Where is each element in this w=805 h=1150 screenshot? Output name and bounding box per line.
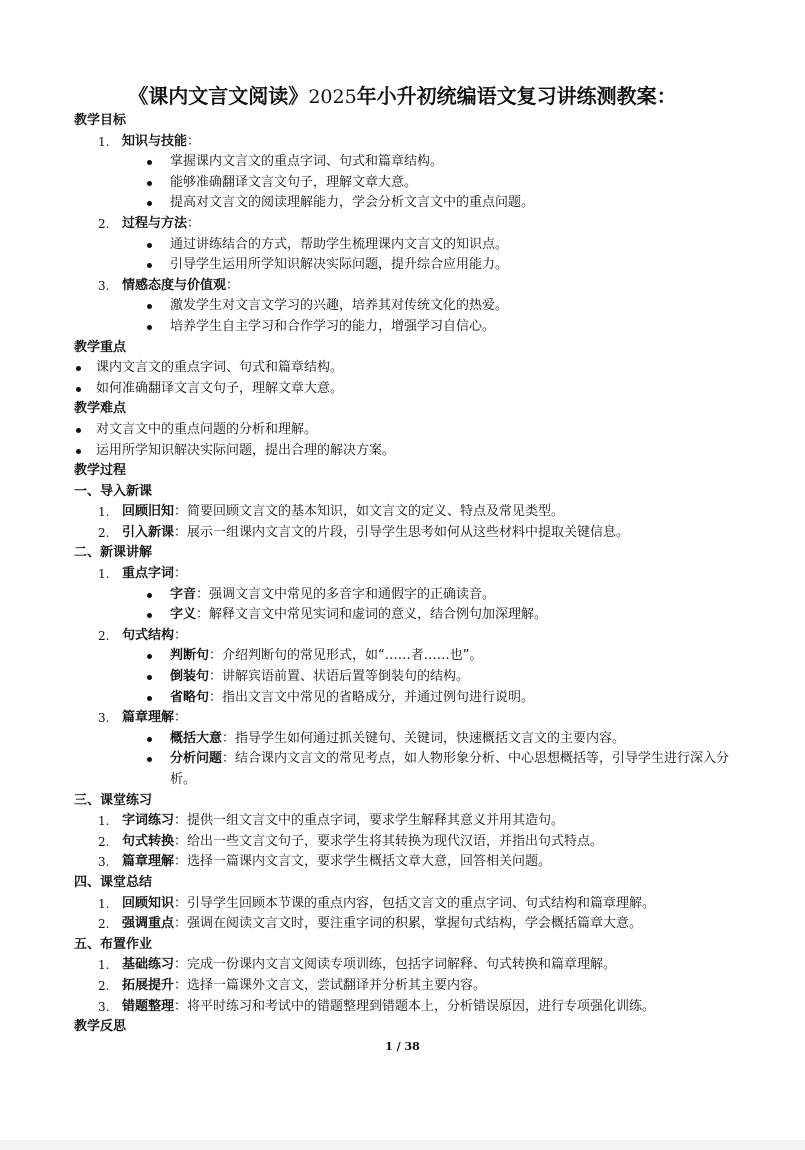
bullet-dot [76,366,81,371]
difficulty-bullet-1 [74,420,734,441]
part-heading-2: 二、新课讲解 [74,545,153,561]
item-number: 3. [98,999,110,1014]
bullet-text: ：讲解宾语前置、状语后置等倒装句的结构。 [209,669,470,685]
section-heading-goal: 教学目标 [74,113,127,128]
part2-item-3 [74,708,734,729]
bullet-dot [147,263,152,268]
bullet-dot [76,387,81,392]
item-label: 错题整理 [122,998,175,1014]
title-suffix: 年小升初统编语文复习讲练测教案： [356,84,677,108]
bullet-text: 提高对文言文的阅读理解能力，学会分析文言文中的重点问题。 [170,195,535,211]
item-number: 1. [98,814,110,829]
bullet-text: ：解释文言文中常见实词和虚词的意义，结合例句加深理解。 [196,607,548,623]
bullet-dot [147,696,152,701]
part2-2-bullet-3 [74,688,734,709]
bullet-text: ：指出文言文中常见的省略成分，并通过例句进行说明。 [209,689,535,705]
item-label: 句式转换 [122,833,175,849]
item-colon: ： [226,277,240,293]
bullet-text: 通过讲练结合的方式，帮助学生梳理课内文言文的知识点。 [170,236,509,252]
item-number: 1. [98,567,110,582]
part2-1-bullet-1 [74,585,734,606]
item-label: 过程与方法 [122,215,188,231]
item-colon: ： [187,215,201,231]
item-number: 3. [98,711,110,726]
item-label: 篇章理解 [122,854,175,870]
item-number: 2. [98,628,110,643]
part-heading-1: 一、导入新课 [74,483,153,499]
title-prefix: 《课内文言文阅读》 [128,84,309,108]
goal-item-2 [74,214,734,235]
bullet-dot [147,613,152,618]
item-number: 3. [98,855,110,870]
key-bullet-2 [74,379,734,400]
item-number: 2. [98,978,110,993]
bullet-text: 掌握课内文言文的重点字词、句式和篇章结构。 [170,154,444,170]
item-text: ：完成一份课内文言文阅读专项训练，包括字词解释、句式转换和篇章理解。 [174,957,617,973]
part1-item-1 [74,502,734,523]
bullet-dot [76,428,81,433]
item-label: 拓展提升 [122,977,175,993]
bullet-label: 分析问题 [170,751,223,767]
item-text: ：将平时练习和考试中的错题整理到错题本上，分析错误原因，进行专项强化训练。 [174,998,656,1014]
part2-2-bullet-2 [74,667,734,688]
goal-2-bullet-1 [74,235,734,256]
bullet-text: 课内文言文的重点字词、句式和篇章结构。 [96,360,344,376]
item-label: 知识与技能 [122,133,188,149]
item-number: 2. [98,917,110,932]
bullet-text: 能够准确翻译文言文句子，理解文章大意。 [170,174,418,190]
item-text: ：提供一组文言文中的重点字词，要求学生解释其意义并用其造句。 [174,813,565,829]
item-colon: ： [187,133,201,149]
part-heading-3: 三、课堂练习 [74,792,153,808]
bullet-label: 判断句 [170,648,210,664]
bullet-text: ：指导学生如何通过抓关键句、关键词，快速概括文言文的主要内容。 [222,730,626,746]
bullet-text: ：介绍判断句的常见形式，如“……者……也”。 [209,648,483,664]
bullet-label: 字音 [170,586,197,602]
item-text: ：给出一些文言文句子，要求学生将其转换为现代汉语，并指出句式特点。 [174,833,604,849]
item-label: 字词练习 [122,813,175,829]
item-number: 3. [98,278,110,293]
key-bullet-1 [74,358,734,379]
section-heading-process: 教学过程 [74,463,127,479]
part1-item-2 [74,523,734,544]
bullet-dot [147,737,152,742]
bullet-dot [147,243,152,248]
bullet-text: 激发学生对文言文学习的兴趣，培养其对传统文化的热爱。 [170,298,509,314]
item-colon: ： [174,710,188,726]
item-text: ：选择一篇课外文言文，尝试翻译并分析其主要内容。 [174,977,487,993]
document-body [74,111,734,1038]
bullet-dot [147,304,152,309]
bullet-dot [147,325,152,330]
page-number: 1 / 38 [385,1040,420,1053]
bullet-dot [147,654,152,659]
item-label: 回顾知识 [122,895,175,911]
part4-item-1 [74,894,734,915]
part2-3-bullet-2 [74,749,734,790]
section-heading-key: 教学重点 [74,339,127,355]
goal-3-bullet-1 [74,296,734,317]
bullet-text: 运用所学知识解决实际问题，提出合理的解决方案。 [96,442,396,458]
part4-item-2 [74,914,734,935]
goal-1-bullet-3 [74,193,734,214]
goal-2-bullet-2 [74,255,734,276]
bullet-text: 引导学生运用所学知识解决实际问题，提升综合应用能力。 [170,257,509,273]
bullet-dot [147,181,152,186]
item-text: ：展示一组课内文言文的片段，引导学生思考如何从这些材料中提取关键信息。 [174,524,630,540]
part2-item-1 [74,564,734,585]
bullet-dot [147,593,152,598]
part3-item-2 [74,832,734,853]
bullet-label: 省略句 [170,689,210,705]
item-text: ：选择一篇课内文言文，要求学生概括文章大意，回答相关问题。 [174,854,552,870]
item-number: 1. [98,958,110,973]
bullet-text: 培养学生自主学习和合作学习的能力，增强学习自信心。 [170,318,496,334]
part2-1-bullet-2 [74,605,734,626]
bullet-dot [147,757,152,762]
goal-1-bullet-2 [74,173,734,194]
item-label: 篇章理解 [122,710,175,726]
item-label: 情感态度与价值观 [122,277,227,293]
goal-1-bullet-1 [74,152,734,173]
bullet-text: 如何准确翻译文言文句子，理解文章大意。 [96,380,344,396]
bullet-label: 字义 [170,607,197,623]
item-number: 1. [98,505,110,520]
page-title [0,82,805,111]
bullet-text: ：强调文言文中常见的多音字和通假字的正确读音。 [196,586,496,602]
item-label: 引入新课 [122,524,175,540]
item-text: ：引导学生回顾本节课的重点内容，包括文言文的重点字词、句式结构和篇章理解。 [174,895,656,911]
bullet-dot [147,675,152,680]
item-label: 强调重点 [122,916,175,932]
part3-item-3 [74,852,734,873]
item-number: 2. [98,525,110,540]
part-heading-5: 五、布置作业 [74,936,153,952]
part5-item-1 [74,955,734,976]
item-colon: ： [174,627,188,643]
goal-item-3 [74,276,734,297]
difficulty-bullet-2 [74,441,734,462]
item-label: 基础练习 [122,957,175,973]
part5-item-3 [74,997,734,1018]
bullet-label: 倒装句 [170,669,210,685]
part-heading-4: 四、课堂总结 [74,874,153,890]
goal-item-1 [74,132,734,153]
part3-item-1 [74,811,734,832]
item-number: 1. [98,896,110,911]
part2-2-bullet-1 [74,646,734,667]
item-label: 重点字词 [122,566,175,582]
part2-item-2 [74,626,734,647]
bullet-dot [147,201,152,206]
item-label: 句式结构 [122,627,175,643]
item-text: ：简要回顾文言文的基本知识，如文言文的定义、特点及常见类型。 [174,504,565,520]
bullet-label: 概括大意 [170,730,223,746]
part2-3-bullet-1 [74,729,734,750]
bullet-dot [147,160,152,165]
item-colon: ： [174,566,188,582]
section-heading-reflection: 教学反思 [74,1019,127,1035]
item-label: 回顾旧知 [122,504,175,520]
bullet-text: ：结合课内文言文的常见考点，如人物形象分析、中心思想概括等，引导学生进行深入分析。 [170,751,730,787]
item-number: 2. [98,834,110,849]
bullet-text: 对文言文中的重点问题的分析和理解。 [96,421,318,437]
item-number: 2. [98,216,110,231]
bullet-dot [76,449,81,454]
section-heading-difficulty: 教学难点 [74,401,127,417]
part5-item-2 [74,976,734,997]
item-text: ：强调在阅读文言文时，要注重字词的积累，掌握句式结构，学会概括篇章大意。 [174,916,643,932]
goal-3-bullet-2 [74,317,734,338]
item-number: 1. [98,134,110,149]
title-year: 2025 [308,86,357,108]
